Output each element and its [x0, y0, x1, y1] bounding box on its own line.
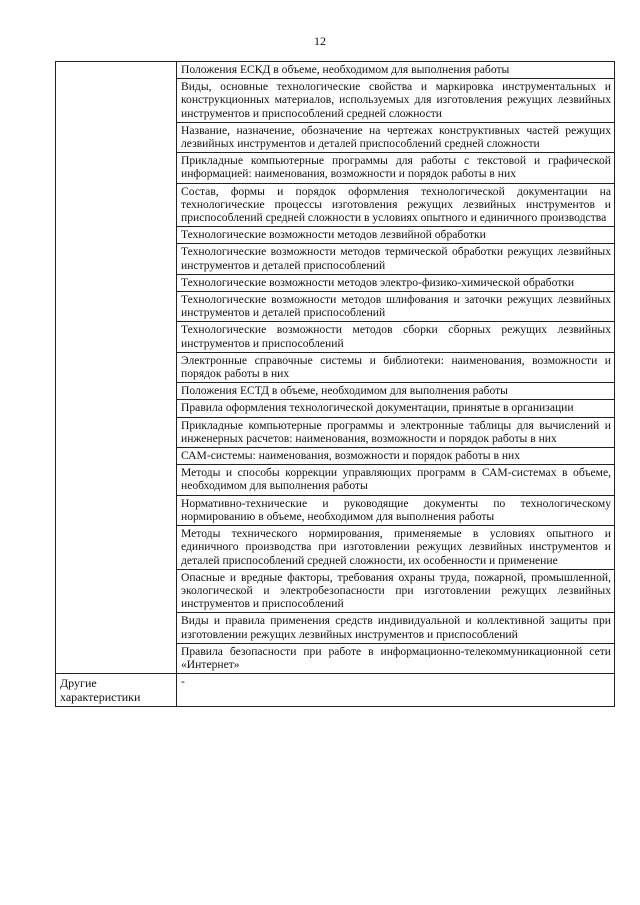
knowledge-item-text: Положения ЕСКД в объеме, необходимом для выполнения работы — [181, 63, 510, 76]
knowledge-item-cell — [177, 352, 615, 382]
knowledge-item-cell — [177, 526, 615, 570]
knowledge-item-cell — [177, 322, 615, 352]
knowledge-item-text: Виды, основные технологические свойства и маркировка инструментальных и конструкционных материалов, используемых для изготовления режущих лезвийных инструментов и приспособлений средней сложности — [181, 80, 611, 120]
knowledge-item-text: Технологические возможности методов лезвийной обработки — [181, 228, 486, 242]
knowledge-item-text: Правила оформления технологической документации, принятые в организации — [181, 401, 574, 415]
knowledge-item-cell — [177, 465, 615, 495]
knowledge-item-text: Методы технического нормирования, применяемые в условиях опытного и единичного производства при изготовлении режущих лезвийных инструментов и деталей приспособлений средней сложности, их особенности и применение — [181, 527, 611, 567]
other-characteristics-label: Другие характеристики — [60, 676, 141, 705]
knowledge-item-cell — [177, 383, 615, 400]
knowledge-item-cell — [177, 153, 615, 183]
knowledge-item-text: Методы и способы коррекции управляющих программ в САМ-системах в объеме, необходимом для выполнения работы — [181, 466, 611, 493]
knowledge-item-text: Положения ЕСТД в объеме, необходимом для выполнения работы — [181, 384, 508, 398]
knowledge-item-cell — [177, 417, 615, 447]
knowledge-item-cell — [177, 122, 615, 152]
knowledge-item-text: Правила безопасности при работе в информационно-телекоммуникационной сети «Интернет» — [181, 644, 611, 671]
knowledge-item-text: Состав, формы и порядок оформления технологической документации на технологические процессы изготовления режущих лезвийных инструментов и приспособлений средней сложности в условиях опытного и единичного производства — [181, 184, 611, 225]
page-number: 12 — [314, 34, 326, 48]
knowledge-item-text: Технологические возможности методов сборки сборных режущих лезвийных инструментов и приспособлений — [181, 323, 611, 350]
knowledge-item-text: Виды и правила применения средств индивидуальной и коллективной защиты при изготовлении режущих лезвийных инструментов и приспособлений — [181, 614, 611, 641]
knowledge-item-cell — [177, 244, 615, 274]
knowledge-table — [55, 61, 615, 707]
knowledge-item-text: Нормативно-технические и руководящие документы по технологическому нормированию в объеме, необходимом для выполнения работы — [181, 496, 611, 523]
knowledge-item-cell — [177, 292, 615, 322]
knowledge-item-cell — [177, 448, 615, 465]
knowledge-item-text: Название, назначение, обозначение на чертежах конструктивных частей режущих лезвийных инструментов и деталей приспособлений средней сложности — [181, 123, 611, 151]
knowledge-item-cell — [177, 613, 615, 643]
knowledge-item-text: Технологические возможности методов шлифования и заточки режущих лезвийных инструментов и деталей приспособлений — [181, 293, 611, 320]
other-characteristics-value: - — [181, 675, 185, 689]
knowledge-item-text: Опасные и вредные факторы, требования охраны труда, пожарной, промышленной, экологической и электробезопасности при изготовлении режущих лезвийных инструментов и приспособлений — [181, 570, 611, 611]
knowledge-label-cell — [56, 62, 177, 674]
other-characteristics-label-cell — [56, 674, 177, 707]
knowledge-item-cell — [177, 400, 615, 417]
knowledge-item-text: Электронные справочные системы и библиотеки: наименования, возможности и порядок работы в них — [181, 353, 611, 381]
knowledge-item-cell — [177, 569, 615, 613]
knowledge-item-cell — [177, 62, 615, 79]
knowledge-item-text: Технологические возможности методов термической обработки режущих лезвийных инструментов и деталей приспособлений — [181, 245, 611, 272]
knowledge-item-cell — [177, 183, 615, 227]
other-characteristics-value-cell — [177, 674, 615, 707]
knowledge-item-cell — [177, 643, 615, 673]
knowledge-item-cell — [177, 495, 615, 525]
knowledge-item-text: САМ-системы: наименования, возможности и порядок работы в них — [181, 449, 521, 463]
table-row — [56, 62, 615, 79]
knowledge-item-text: Прикладные компьютерные программы для работы с текстовой и графической информацией: наименования, возможности и порядок работы в них — [181, 154, 611, 181]
table-row-other-characteristics — [56, 674, 615, 707]
knowledge-item-text: Прикладные компьютерные программы и электронные таблицы для вычислений и инженерных расчетов: наименования, возможности и порядок работы в них — [181, 418, 611, 445]
knowledge-item-cell — [177, 227, 615, 244]
knowledge-item-text: Технологические возможности методов электро-физико-химической обработки — [181, 275, 575, 289]
knowledge-item-cell — [177, 79, 615, 123]
knowledge-item-cell — [177, 274, 615, 291]
